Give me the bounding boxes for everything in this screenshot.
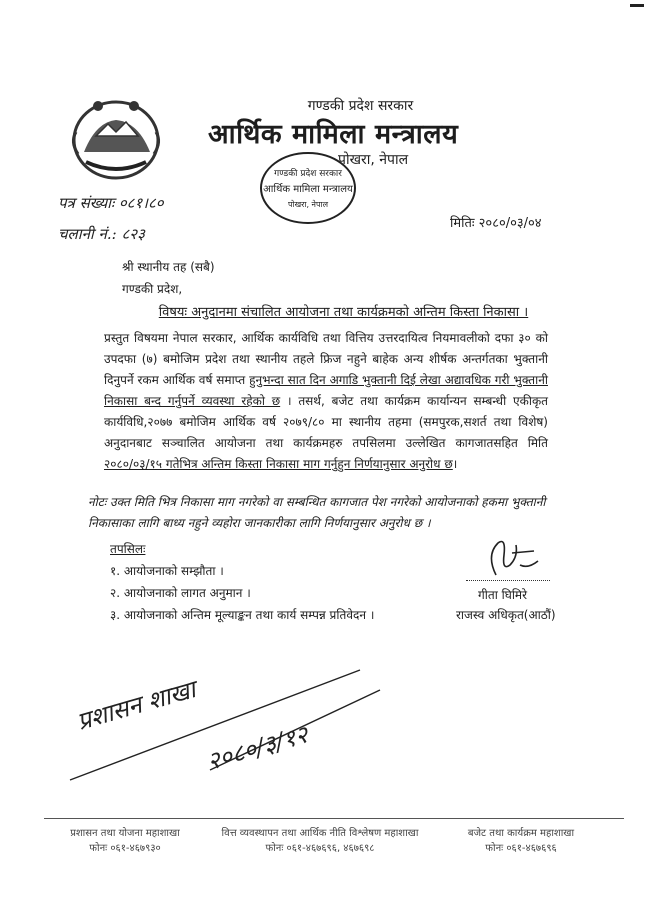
handwritten-line-2: २०८०/३/१२ xyxy=(203,720,312,776)
ministry-name: आर्थिक मामिला मन्त्रालय xyxy=(208,119,459,150)
footer-branch-name: वित्त व्यवस्थापन तथा आर्थिक नीति विश्लेषण महाशाखा xyxy=(221,828,419,839)
recipient-line-1: श्री स्थानीय तह (सबै) xyxy=(122,260,215,274)
signature xyxy=(476,535,546,585)
body-part-4: २०८०/०३/१५ गतेभित्र अन्तिम किस्ता निकासा माग गर्नुहुन निर्णयानुसार अनुरोध छ xyxy=(104,457,453,471)
recipient-line-2: गण्डकी प्रदेश, xyxy=(122,282,183,296)
enclosure-item: ३. आयोजनाको अन्तिम मूल्याङ्कन तथा कार्य सम्पन्न प्रतिवेदन । xyxy=(110,608,375,622)
signatory-name: गीता घिमिरे xyxy=(478,588,528,602)
handwritten-line-1: प्रशासन शाखा xyxy=(73,675,199,736)
letter-subject: विषयः अनुदानमा संचालित आयोजना तथा कार्यक्रमको अन्तिम किस्ता निकासा । xyxy=(158,305,529,320)
footer-branch-phone: फोनः ०६१-४६७६९६, ४६७६९८ xyxy=(265,843,375,854)
footer-branch-name: बजेट तथा कार्यक्रम महाशाखा xyxy=(467,828,575,839)
official-stamp xyxy=(258,150,358,226)
letter-date: मितिः २०८०/०३/०४ xyxy=(450,216,542,231)
signatory-title: राजस्व अधिकृत(आठौं) xyxy=(456,608,556,622)
scan-mark xyxy=(630,4,644,7)
letter-note: नोटः उक्त मिति भित्र निकासा माग नगरेको वा सम्बन्धित कागजात पेश नगरेको आयोजनाको हकमा भुक्तानी निकासाका लागि बाध्य नहुने व्यहोरा जानकारीका लागि निर्णयानुसार अनुरोध छ । xyxy=(88,495,546,530)
body-part-3: । तसर्थ, बजेट तथा कार्यक्रम कार्यान्यन सम्बन्धी एकीकृत कार्यविधि,२०७७ बमोजिम आर्थिक वर्ष २०७९/८० मा स्थानीय तहमा (समपुरक,सशर्त तथा विशेष) अनुदानबाट सञ्चालित आयोजना तथा कार्यक्रमहरु तपसिलमा उल्लेखित कागजातसहित मिति xyxy=(104,394,549,450)
government-name: गण्डकी प्रदेश सरकार xyxy=(307,98,414,114)
reference-number: पत्र संख्याः ०८१।८० xyxy=(58,194,164,212)
body-part-5: । xyxy=(452,457,458,471)
signature-line xyxy=(466,580,550,581)
footer-divider xyxy=(44,818,624,819)
enclosure-item: १. आयोजनाको सम्झौता । xyxy=(110,564,224,578)
footer-branch-1 xyxy=(40,826,210,856)
stamp-line-3: पोखरा, नेपाल xyxy=(287,200,329,209)
enclosures-list xyxy=(110,560,374,626)
footer-branch-phone: फोनः ०६१-४६७६९६ xyxy=(485,843,557,854)
footer-branch-3 xyxy=(436,826,606,856)
stamp-line-2: आर्थिक मामिला मन्त्रालय xyxy=(263,184,353,195)
body-part-2: हुनुभन्दा सात दिन अगाडि भुक्तानी दिई लेखा अद्यावधिक गरी भुक्तानी निकासा बन्द गर्नुपर्ने व्यवस्था रहेको छ xyxy=(104,373,548,408)
enclosure-item: २. आयोजनाको लागत अनुमान । xyxy=(110,586,251,600)
footer-branch-phone: फोनः ०६१-४६७९३० xyxy=(89,843,161,854)
handwritten-annotation xyxy=(60,620,390,790)
ministry-city: पोखरा, नेपाल xyxy=(338,152,409,168)
footer-branch-2 xyxy=(200,826,440,856)
letter-body xyxy=(104,328,548,475)
enclosures-heading: तपसिलः xyxy=(110,542,146,556)
stamp-line-1: गण्डकी प्रदेश सरकार xyxy=(274,169,342,179)
footer-branch-name: प्रशासन तथा योजना महाशाखा xyxy=(70,828,180,839)
dispatch-number: चलानी नं.: ८२३ xyxy=(58,225,145,243)
body-part-1: प्रस्तुत विषयमा नेपाल सरकार, आर्थिक कार्यविधि तथा वित्तिय उत्तरदायित्व नियमावलीको दफा ३० को उपदफा (७) बमोजिम प्रदेश तथा स्थानीय तहले फ्रिज नहुने बाहेक अन्य शीर्षक अन्तर्गतका भुक्तानी दिनुपर्ने रकम आर्थिक वर्ष समाप्त xyxy=(104,331,548,387)
